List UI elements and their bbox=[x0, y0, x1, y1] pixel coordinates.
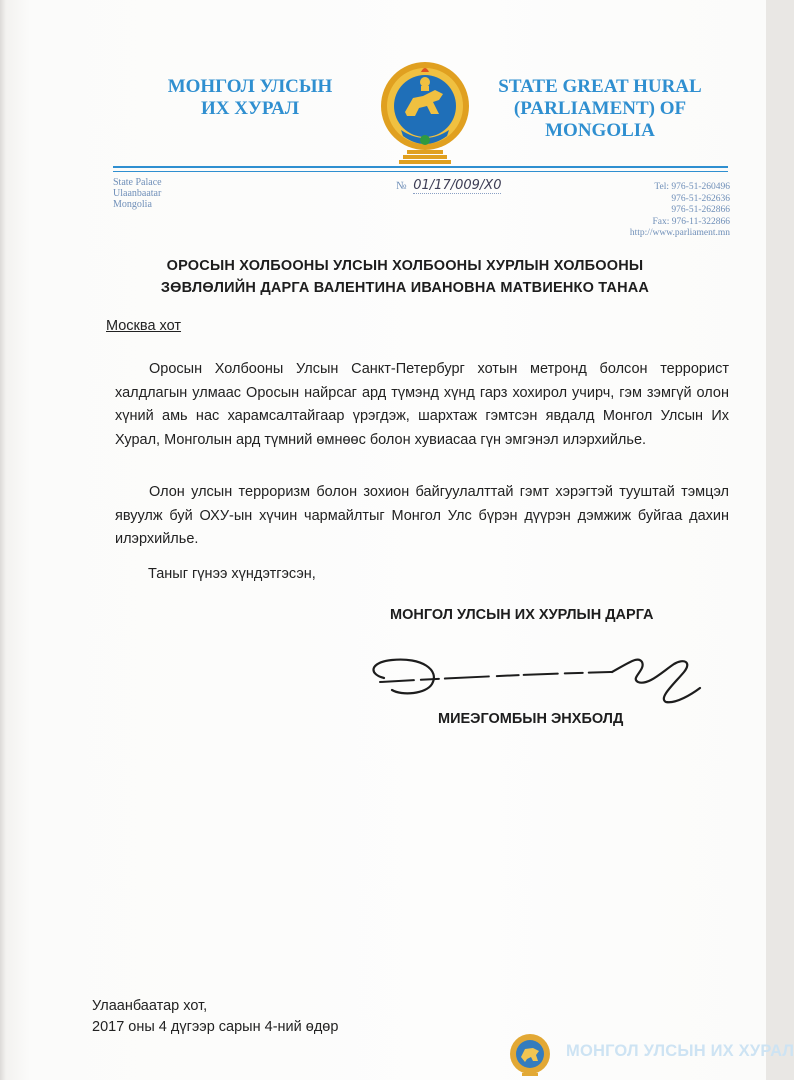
contact-info bbox=[630, 182, 730, 240]
signatory-name: МИЕЭГОМБЫН ЭНХБОЛД bbox=[438, 711, 624, 727]
watermark-emblem-icon bbox=[509, 1033, 551, 1079]
recipient-city: Москва хот bbox=[106, 318, 182, 334]
addressee-line2: ЗӨВЛӨЛИЙН ДАРГА ВАЛЕНТИНА ИВАНОВНА МАТВИЕНКО ТАНАА bbox=[160, 280, 650, 296]
sender-address bbox=[113, 177, 162, 210]
letterhead-mn-line2: ИХ ХУРАЛ bbox=[201, 98, 299, 119]
body-paragraph: Оросын Холбооны Улсын Санкт-Петербург хотын метронд болсон террорист халдлагын улмаас Оросын найрсаг ард түмэнд хүнд гарз хохирол учирч, гэм зэмгүй олон хүний амь нас харамсалтайгаар үрэгдэж, шархтаж гэмтсэн явдалд Монгол Улсын Их Хурал, Монголын ард түмний өмнөөс болон хувиасаа гүн эмгэнэл илэрхийлье. bbox=[115, 361, 729, 448]
letterhead-en-line1: STATE GREAT HURAL bbox=[498, 76, 702, 97]
contact-tel: 976-51-262636 bbox=[671, 193, 730, 204]
address-line: State Palace bbox=[113, 177, 162, 188]
contact-tel: Tel: 976-51-260496 bbox=[654, 182, 730, 192]
watermark-text: МОНГОЛ УЛСЫН ИХ ХУРАЛ bbox=[566, 1042, 794, 1060]
issue-date: 2017 оны 4 дүгээр сарын 4-ний өдөр bbox=[92, 1019, 339, 1035]
contact-tel: 976-51-262866 bbox=[671, 205, 730, 215]
issue-place: Улаанбаатар хот, bbox=[92, 998, 208, 1014]
state-emblem-icon bbox=[377, 60, 473, 164]
letterhead-english bbox=[480, 76, 720, 142]
reference-prefix: № bbox=[396, 180, 407, 192]
letterhead-rule-thin bbox=[113, 171, 728, 172]
handwritten-signature bbox=[362, 648, 722, 710]
body-paragraph: Олон улсын терроризм болон зохион байгуулалттай гэмт хэрэгтэй тууштай тэмцэл явуулж буй ОХУ-ын хүчин чармайлтыг Монгол Улс бүрэн дүүрэн дэмжиж буйгаа дахин илэрхийлье. bbox=[115, 484, 729, 547]
address-line: Mongolia bbox=[113, 199, 152, 210]
addressee-line1: ОРОСЫН ХОЛБООНЫ УЛСЫН ХОЛБООНЫ ХУРЛЫН ХОЛБООНЫ bbox=[166, 258, 644, 274]
reference-number bbox=[396, 178, 501, 193]
address-line: Ulaanbaatar bbox=[113, 188, 162, 199]
letterhead-mongolian bbox=[150, 76, 350, 120]
letterhead-mn-line1: МОНГОЛ УЛСЫН bbox=[167, 76, 333, 97]
contact-website: http://www.parliament.mn bbox=[629, 228, 730, 238]
closing-salutation: Таныг гүнээ хүндэтгэсэн, bbox=[148, 566, 316, 582]
letterhead-en-line3: MONGOLIA bbox=[545, 120, 655, 141]
letterhead-en-line2: (PARLIAMENT) OF bbox=[513, 98, 687, 119]
signatory-title: МОНГОЛ УЛСЫН ИХ ХУРЛЫН ДАРГА bbox=[390, 607, 654, 623]
letterhead-rule bbox=[113, 166, 728, 168]
reference-handwritten-number: 01/17/009/X0 bbox=[413, 178, 502, 193]
contact-fax: Fax: 976-11-322866 bbox=[652, 216, 730, 227]
